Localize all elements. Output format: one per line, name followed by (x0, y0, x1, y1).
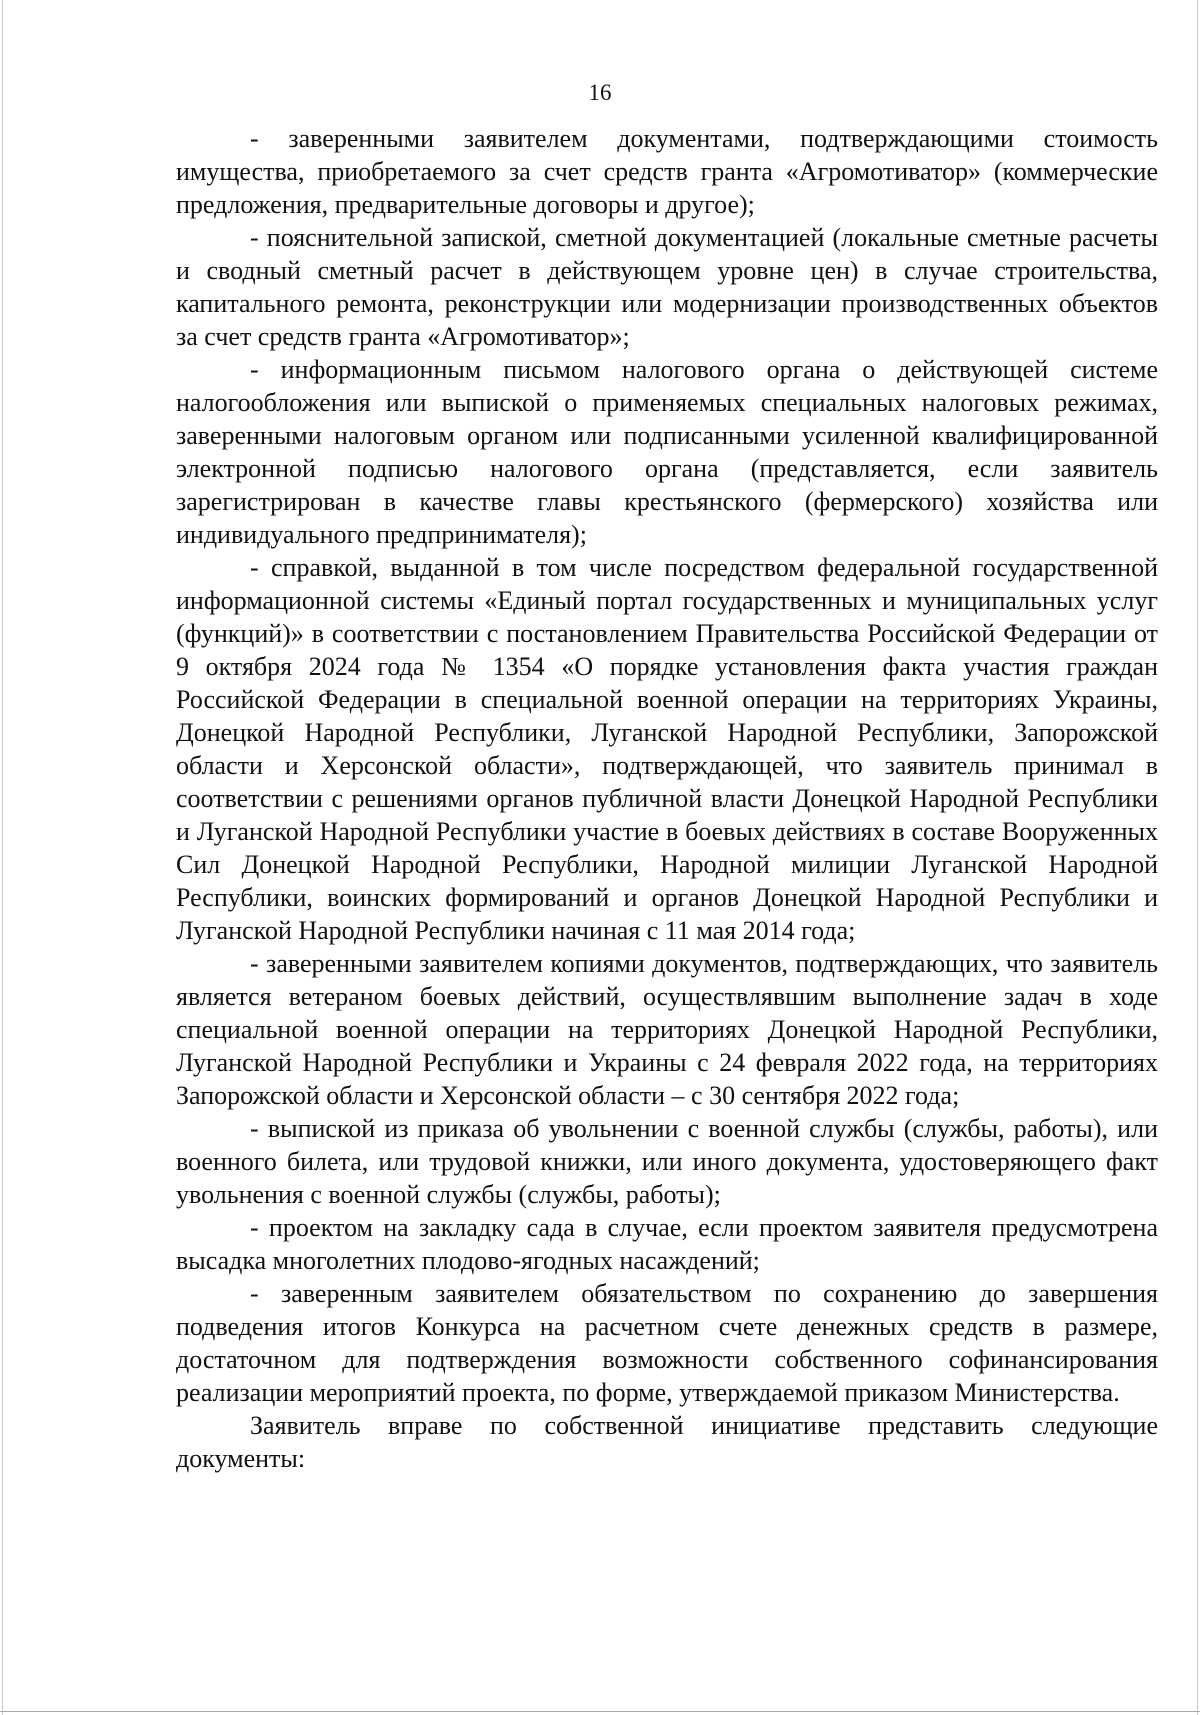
scan-edge-bottom (0, 1711, 1200, 1712)
paragraph-discharge-extract: - выпиской из приказа об увольнении с военной службы (службы, работы), или военного билета, или трудовой книжки, или иного документа, удостоверяющего факт увольнения с военной службы (службы, работы); (176, 1114, 1158, 1209)
paragraph-explanatory-note: - пояснительной запиской, сметной документацией (локальные сметные расчеты и сводный сметный расчет в действующем уровне цен) в случае строительства, капитального ремонта, реконструкции или модернизации производственных объектов за счет средств гранта «Агромотиватор»; (176, 223, 1158, 351)
page-number: 16 (588, 80, 612, 105)
paragraph-tax-letter: - информационным письмом налогового органа о действующей системе налогообложения или выпиской о применяемых специальных налоговых режимах, заверенными налоговым органом или подписанными усиленной квалифицированной электронной подписью налогового органа (представляется, если заявитель зарегистрирован в качестве главы крестьянского (фермерского) хозяйства или индивидуального предпринимателя); (176, 355, 1158, 549)
paragraph-participation-certificate: - справкой, выданной в том числе посредством федеральной государственной информационной системы «Единый портал государственных и муниципальных услуг (функций)» в соответствии с постановлением Правительства Российской Федерации от 9 октября 2024 года № 1354 «О порядке установления факта участия граждан Российской Федерации в специальной военной операции на территориях Украины, Донецкой Народной Республики, Луганской Народной Республики, Запорожской области и Херсонской области», подтверждающей, что заявитель принимал в соответствии с решениями органов публичной власти Донецкой Народной Республики и Луганской Народной Республики участие в боевых действиях в составе Вооруженных Сил Донецкой Народной Республики, Народной милиции Луганской Народной Республики, воинских формирований и органов Донецкой Народной Республики и Луганской Народной Республики начиная с 11 мая 2014 года; (176, 553, 1158, 945)
paragraph-orchard-project: - проектом на закладку сада в случае, если проектом заявителя предусмотрена высадка многолетних плодово-ягодных насаждений; (176, 1213, 1158, 1275)
paragraph-funds-obligation: - заверенным заявителем обязательством по сохранению до завершения подведения итогов Конкурса на расчетном счете денежных средств в размере, достаточном для подтверждения возможности собственного софинансирования реализации мероприятий проекта, по форме, утверждаемой приказом Министерства. (176, 1279, 1158, 1407)
paragraph-veteran-documents: - заверенными заявителем копиями документов, подтверждающих, что заявитель является ветераном боевых действий, осуществлявшим выполнение задач в ходе специальной военной операции на территориях Донецкой Народной Республики, Луганской Народной Республики и Украины с 24 февраля 2022 года, на территориях Запорожской области и Херсонской области – с 30 сентября 2022 года; (176, 949, 1158, 1110)
paragraph-documents-cost: - заверенными заявителем документами, подтверждающими стоимость имущества, приобретаемого за счет средств гранта «Агромотиватор» (коммерческие предложения, предварительные договоры и другое); (176, 124, 1158, 219)
scan-edge-left (2, 0, 3, 1715)
document-body (176, 122, 1158, 1475)
scan-edge-right (1197, 0, 1198, 1715)
paragraph-optional-documents: Заявитель вправе по собственной инициативе представить следующие документы: (176, 1411, 1158, 1473)
